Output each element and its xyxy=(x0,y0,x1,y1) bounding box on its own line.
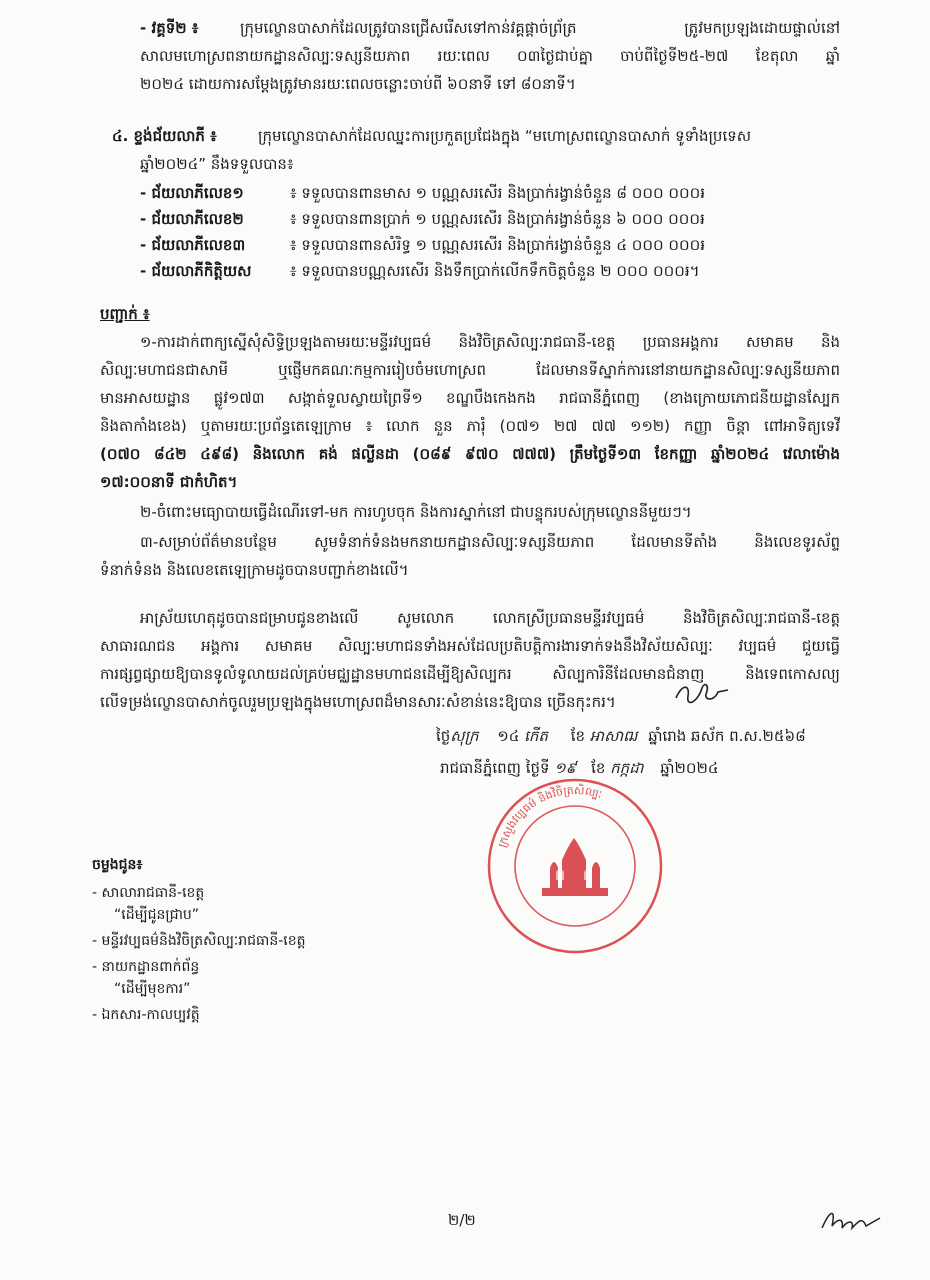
prize-name: - ជ័យលាភីលេខ៣ xyxy=(140,236,246,254)
round2-line1: ក្រុមល្ខោនបាសាក់ដែលត្រូវបានជ្រើសរើសទៅកាន់វគ្គផ្ដាច់ព្រ័ត្រ ត្រូវមកប្រឡងដោយផ្ទាល់នៅ xyxy=(240,19,840,37)
prize-row-1 xyxy=(140,180,820,206)
closing-line: សាធារណជន អង្គការ សមាគម សិល្បៈមហាជនទាំងអស់ដែលប្រតិបត្តិការងារទាក់ទងនឹងវិស័យសិល្បៈ វប្បធម៌ ជួយធ្វើ xyxy=(100,637,840,655)
lunar-day-handwritten: សុក្រ xyxy=(450,727,479,745)
ministry-seal-stamp xyxy=(480,776,670,956)
svg-text:ក្រសួងវប្បធម៌ និងវិចិត្រសិល្បៈ xyxy=(496,783,604,849)
prize-row-4 xyxy=(140,258,820,284)
prize-name: - ជ័យលាភីលេខ១ xyxy=(140,184,244,202)
cc-item: - ឯកសារ-កាលប្បវត្តិ xyxy=(92,1007,200,1023)
lunar-month-handwritten: អាសាឍ xyxy=(589,727,638,745)
note3-line: ទំនាក់ទំនង និងលេខតេឡេក្រាមដូចបានបញ្ជាក់ខាងលើ។ xyxy=(100,561,409,579)
closing-line: ការផ្សព្វផ្សាយឱ្យបានទូលំទូលាយដល់គ្រប់មជ្ឈដ្ឋានមហាជនដើម្បីឱ្យសិល្បករ សិល្បការិនីដែលមានជំនាញ និងទេពកោសល្យ xyxy=(100,665,840,683)
prize-desc: ៖ ទទួលបានបណ្ណសរសើរ និងទឹកប្រាក់លើកទឹកចិត្តចំនួន ២ ០០០ ០០០៛។ xyxy=(290,262,700,280)
cc-item: - នាយកដ្ឋានពាក់ព័ន្ធ xyxy=(92,959,200,975)
notes-heading: បញ្ជាក់ ៖ xyxy=(100,305,150,323)
prize-desc: ៖ ទទួលបានពានសំរិទ្ធ ១ បណ្ណសរសើរ និងប្រាក់រង្វាន់ចំនួន ៤ ០០០ ០០០៛ xyxy=(290,236,706,254)
solar-month-handwritten: កក្កដា xyxy=(610,759,644,777)
seal-text: ក្រសួងវប្បធម៌ និងវិចិត្រសិល្បៈ xyxy=(495,783,604,850)
note1-line: មានអាសយដ្ឋាន ផ្លូវ១៧៣ សង្កាត់ទួលស្វាយព្រៃទី១ ខណ្ឌបឹងកេងកង រាជធានីភ្នំពេញ (ខាងក្រោយភោជនីយដ្ឋានស្បែក xyxy=(100,389,840,407)
lunar-wax-handwritten: កើត xyxy=(524,727,548,745)
signature-initials-icon xyxy=(818,1206,884,1234)
note1-line: ១-ការដាក់ពាក្យស្នើសុំសិទ្ធិប្រឡងតាមរយៈមន្ទីរវប្បធម៌ និងវិចិត្រសិល្បៈរាជធានី-ខេត្ត ប្រធានអង្គការ សមាគម និង xyxy=(140,333,840,351)
cc-item: - មន្ទីរវប្បធម៌និងវិចិត្រសិល្បៈរាជធានី-ខេត្ត xyxy=(92,933,306,949)
note2: ២-ចំពោះមធ្យោបាយធ្វើដំណើរទៅ-មក ការហូបចុក និងការស្នាក់នៅ ជាបន្ទុករបស់ក្រុមល្ខោននីមួយៗ។ xyxy=(140,503,692,521)
prize-row-2 xyxy=(140,206,820,232)
prize-desc: ៖ ទទួលបានពានប្រាក់ ១ បណ្ណសរសើរ និងប្រាក់រង្វាន់ចំនួន ៦ ០០០ ០០០៛ xyxy=(290,210,705,228)
round2-line3: ២០២៤ ដោយការសម្ដែងត្រូវមានរយៈពេលចន្លោះចាប់ពី ៦០នាទី ទៅ ៨០នាទី។ xyxy=(140,75,576,93)
cc-item: - សាលារាជធានី-ខេត្ត xyxy=(92,885,205,901)
note1-line: និងតាកាំងខេង) ឬតាមរយៈប្រព័ន្ធតេឡេក្រាម ៖ លោក នួន ភារុំ (០៧១ ២៧ ៧៧ ១១២) កញ្ញា ចិន្ដា ពៅអាទិត្យទេវី xyxy=(100,417,840,435)
winners-intro-line2: ឆ្នាំ២០២៤” នឹងទទួលបាន៖ xyxy=(140,155,294,173)
cc-item: “ដើម្បីមុខការ” xyxy=(114,981,191,997)
solar-date-line: រាជធានីភ្នំពេញ ថ្ងៃទី ១៩ ខែ កក្កដា ឆ្នាំ២០២៤ xyxy=(440,759,719,777)
initials-scribble-icon xyxy=(672,680,732,706)
winners-intro-line1: ក្រុមល្ខោនបាសាក់ដែលឈ្នះការប្រកួតប្រជែងក្នុង “មហោស្រពល្ខោនបាសាក់ ទូទាំងប្រទេស xyxy=(258,127,752,145)
solar-day-handwritten: ១៩ xyxy=(554,759,577,777)
page-number: ២/២ xyxy=(448,1211,476,1229)
note3-line: ៣-សម្រាប់ព័ត៌មានបន្ថែម សូមទំនាក់ទំនងមកនាយកដ្ឋានសិល្បៈទស្សនីយភាព ដែលមានទីតាំង និងលេខទូរស័ព្ទ xyxy=(140,533,840,551)
round2-line2: សាលមហោស្រពនាយកដ្ឋានសិល្បៈទស្សនីយភាព រយៈពេល ០៣ថ្ងៃជាប់គ្នា ចាប់ពីថ្ងៃទី២៥-២៧ ខែតុលា ឆ្នាំ xyxy=(140,47,840,65)
prize-name: - ជ័យលាភីកិត្តិយស xyxy=(140,262,252,280)
cc-item: “ដើម្បីជូនជ្រាប” xyxy=(114,907,200,923)
note1-line: ១៧:០០នាទី ជាកំហិត។ xyxy=(100,473,238,491)
note1-line: សិល្បៈមហាជនជាសាមី ឬផ្ញើមកគណៈកម្មការរៀបចំមហោស្រព ដែលមានទីស្នាក់ការនៅនាយកដ្ឋានសិល្បៈទស្សនីយភាព xyxy=(100,361,840,379)
prize-desc: ៖ ទទួលបានពានមាស ១ បណ្ណសរសើរ និងប្រាក់រង្វាន់ចំនួន ៨ ០០០ ០០០៛ xyxy=(290,184,706,202)
angkor-icon xyxy=(542,838,608,896)
prize-name: - ជ័យលាភីលេខ២ xyxy=(140,210,244,228)
closing-line: លើទម្រង់ល្ខោនបាសាក់ចូលរួមប្រឡងក្នុងមហោស្រពដ៏មានសារៈសំខាន់នេះឱ្យបាន ច្រើនកុះករ។ xyxy=(100,693,616,711)
round2-label: - វគ្គទី២ ៖ xyxy=(140,19,199,37)
note1-line: (០៧០ ៨៤២ ៤៩៨) និងលោក គង់ ផល្លីនដា (០៨៩ ៩៧០ ៧៧៧) ត្រឹមថ្ងៃទី១៣ ខែកញ្ញា ឆ្នាំ២០២៤ វេលាម៉ោង xyxy=(100,445,840,463)
prize-row-3 xyxy=(140,232,820,258)
closing-line: អាស្រ័យហេតុដូចបានជម្រាបជូនខាងលើ សូមលោក លោកស្រីប្រធានមន្ទីរវប្បធម៌ និងវិចិត្រសិល្បៈរាជធានី-ខេត្ត xyxy=(140,609,840,627)
winners-heading: ៤. ខ្ទង់ជ័យលាភី ៖ xyxy=(112,127,217,145)
lunar-date-line: ថ្ងៃសុក្រ ១៤ កើត ខែ អាសាឍ ឆ្នាំរោង ឆស័ក ព.ស.២៥៦៨ xyxy=(436,727,806,745)
cc-heading: ចម្លងជូន៖ xyxy=(92,857,143,873)
